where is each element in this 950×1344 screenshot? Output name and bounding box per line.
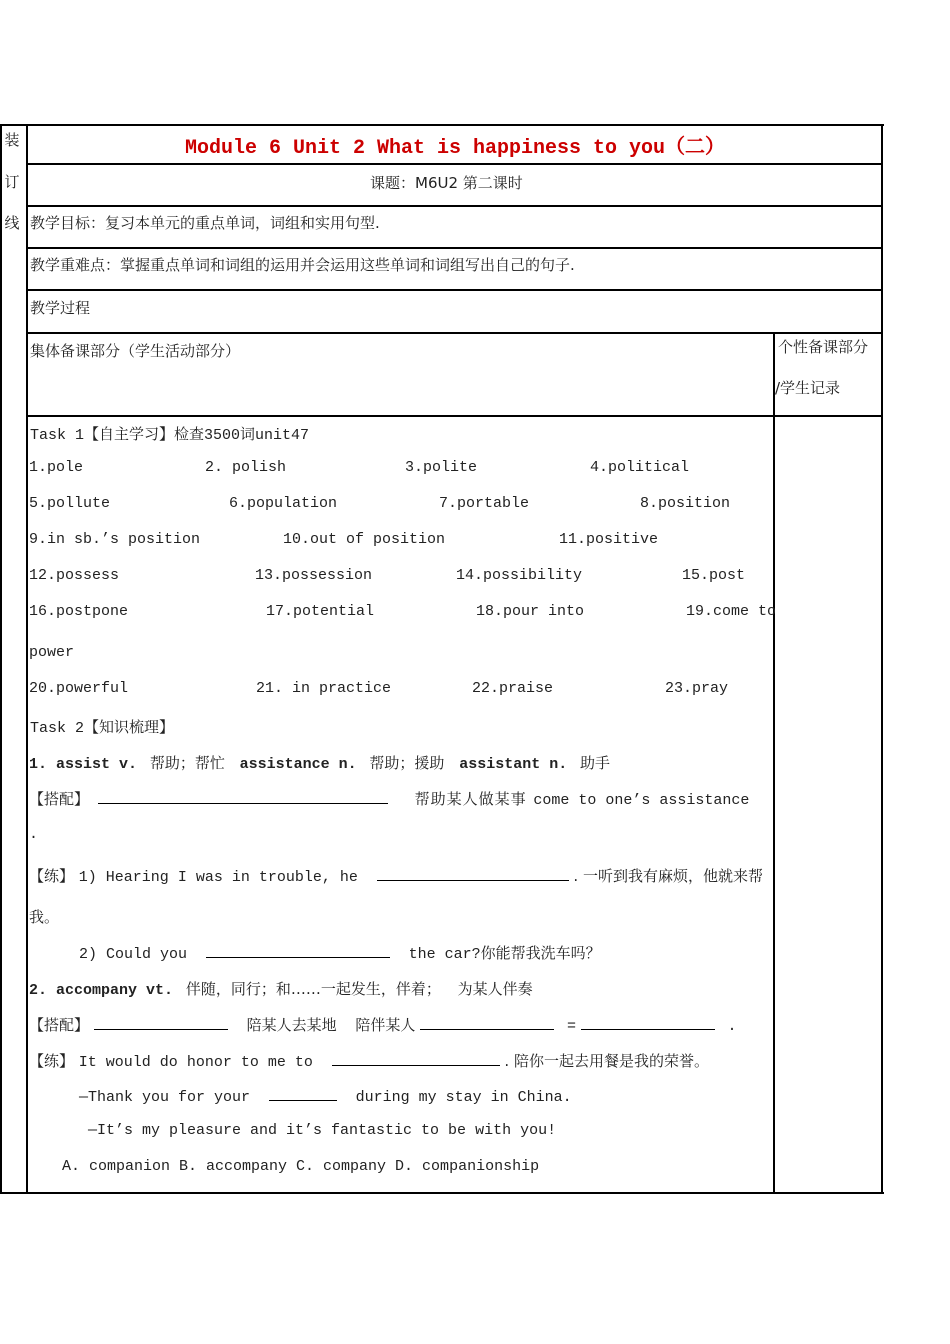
equals-sign: = — [566, 1018, 576, 1035]
teaching-process: 教学过程 — [30, 299, 91, 317]
task1-heading: Task 1【自主学习】检查3500词unit47 — [30, 427, 310, 444]
item1-cn3: 助手 — [580, 754, 611, 772]
item1-definition — [29, 752, 610, 773]
practice-en: 2) Could you — [79, 946, 188, 963]
row-divider — [26, 163, 883, 165]
row-divider — [26, 205, 883, 207]
item1-practice-2 — [79, 942, 601, 963]
teaching-objective: 教学目标：复习本单元的重点单词，词组和实用句型. — [30, 214, 380, 232]
word-item: 5.pollute — [29, 495, 111, 512]
item1-head2: assistance n. — [239, 756, 357, 773]
word-item: 23.pray — [665, 680, 729, 697]
item2-definition — [29, 978, 533, 999]
word-item: 12.possess — [29, 567, 120, 584]
word-item: 13.possession — [255, 567, 373, 584]
word-item: 14.possibility — [456, 567, 583, 584]
item2-head: 2. accompany vt. — [29, 982, 174, 999]
row-divider — [26, 247, 883, 249]
word-item: 22.praise — [472, 680, 554, 697]
word-item: 15.post — [682, 567, 746, 584]
item2-practice-1 — [29, 1050, 709, 1071]
dialogue-text: during my stay in China. — [355, 1089, 572, 1106]
table-right-border — [881, 124, 883, 1194]
collocation-label: 【搭配】 — [29, 790, 90, 808]
word-item: 1.pole — [29, 459, 84, 476]
word-item: 8.position — [640, 495, 731, 512]
table-left-border — [0, 124, 2, 1194]
binding-label-2: 订 — [4, 173, 20, 191]
practice-cn: . 陪你一起去用餐是我的荣誉。 — [504, 1052, 709, 1070]
practice-blank[interactable] — [332, 1051, 500, 1066]
word-item: 17.potential — [266, 603, 375, 620]
practice-blank[interactable] — [377, 866, 569, 881]
practice-blank[interactable] — [206, 943, 390, 958]
word-item: 9.in sb.’s position — [29, 531, 201, 548]
practice-cn-wrap: 我。 — [29, 908, 60, 926]
practice-en: It would do honor to me to — [78, 1054, 313, 1071]
stray-dot: . — [29, 826, 39, 843]
side-header-1: 个性备课部分 — [778, 338, 869, 356]
dialogue-line-2: —It’s my pleasure and it’s fantastic to be with you! — [88, 1122, 557, 1139]
word-item: 16.postpone — [29, 603, 129, 620]
row-divider — [26, 415, 883, 417]
side-column-border — [773, 333, 775, 1194]
practice-cn: . 一听到我有麻烦，他就来帮 — [573, 867, 763, 885]
end-dot: . — [727, 1018, 737, 1035]
collocation-cn: 帮助某人做某事 — [414, 790, 527, 808]
word-item: 6.population — [229, 495, 338, 512]
item1-cn2: 帮助；援助 — [369, 754, 445, 772]
dialogue-line-1 — [79, 1086, 572, 1106]
dialogue-text: —Thank you for your — [79, 1089, 251, 1106]
word-item: 4.political — [590, 459, 690, 476]
item1-head: 1. assist v. — [29, 756, 138, 773]
item2-cn: 伴随，同行；和……一起发生，伴着； — [185, 980, 441, 998]
item2-collocation — [29, 1014, 737, 1035]
page-title: Module 6 Unit 2 What is happiness to you（二） — [184, 137, 726, 160]
item1-cn1: 帮助；帮忙 — [149, 754, 225, 772]
practice-en: 1) Hearing I was in trouble, he — [78, 869, 358, 886]
collocation-blank[interactable] — [94, 1015, 228, 1030]
word-item: 21. in practice — [256, 680, 392, 697]
collocation-blank[interactable] — [581, 1015, 715, 1030]
dialogue-blank[interactable] — [269, 1086, 337, 1101]
item1-collocation — [29, 788, 749, 809]
key-points: 教学重难点：掌握重点单词和词组的运用并会运用这些单词和词组写出自己的句子. — [30, 256, 575, 274]
lesson-title: 课题：M6U2 第二课时 — [370, 174, 523, 192]
practice-label: 【练】 — [29, 867, 75, 885]
collocation-blank[interactable] — [420, 1015, 554, 1030]
practice-end: the car?你能帮我洗车吗？ — [408, 946, 601, 963]
binding-label-3: 线 — [4, 214, 20, 232]
side-header-2: /学生记录 — [775, 379, 841, 397]
collocation-cn: 陪某人去某地 — [246, 1016, 337, 1034]
row-divider — [26, 332, 883, 334]
word-item: 20.powerful — [29, 680, 129, 697]
binding-label-1: 装 — [4, 131, 20, 149]
item1-practice-1 — [29, 865, 763, 886]
collocation-en: come to one’s assistance — [533, 792, 750, 809]
word-item: 19.come to — [686, 603, 777, 620]
answer-options: A. companion B. accompany C. company D. companionship — [62, 1158, 540, 1175]
collocation-blank[interactable] — [98, 789, 388, 804]
row-divider — [26, 289, 883, 291]
group-prep-label: 集体备课部分（学生活动部分） — [30, 342, 241, 360]
word-item: 7.portable — [439, 495, 530, 512]
word-item: 2. polish — [205, 459, 287, 476]
item2-cn2: 为某人伴奏 — [457, 980, 533, 998]
word-item: power — [29, 644, 75, 661]
collocation-cn: 陪伴某人 — [355, 1016, 416, 1034]
word-item: 18.pour into — [476, 603, 585, 620]
word-item: 11.positive — [559, 531, 659, 548]
binding-column-border — [26, 124, 28, 1194]
task2-heading: Task 2【知识梳理】 — [30, 720, 175, 737]
collocation-label: 【搭配】 — [29, 1016, 90, 1034]
practice-label: 【练】 — [29, 1052, 75, 1070]
item1-head3: assistant n. — [459, 756, 568, 773]
word-item: 10.out of position — [283, 531, 446, 548]
word-item: 3.polite — [405, 459, 478, 476]
